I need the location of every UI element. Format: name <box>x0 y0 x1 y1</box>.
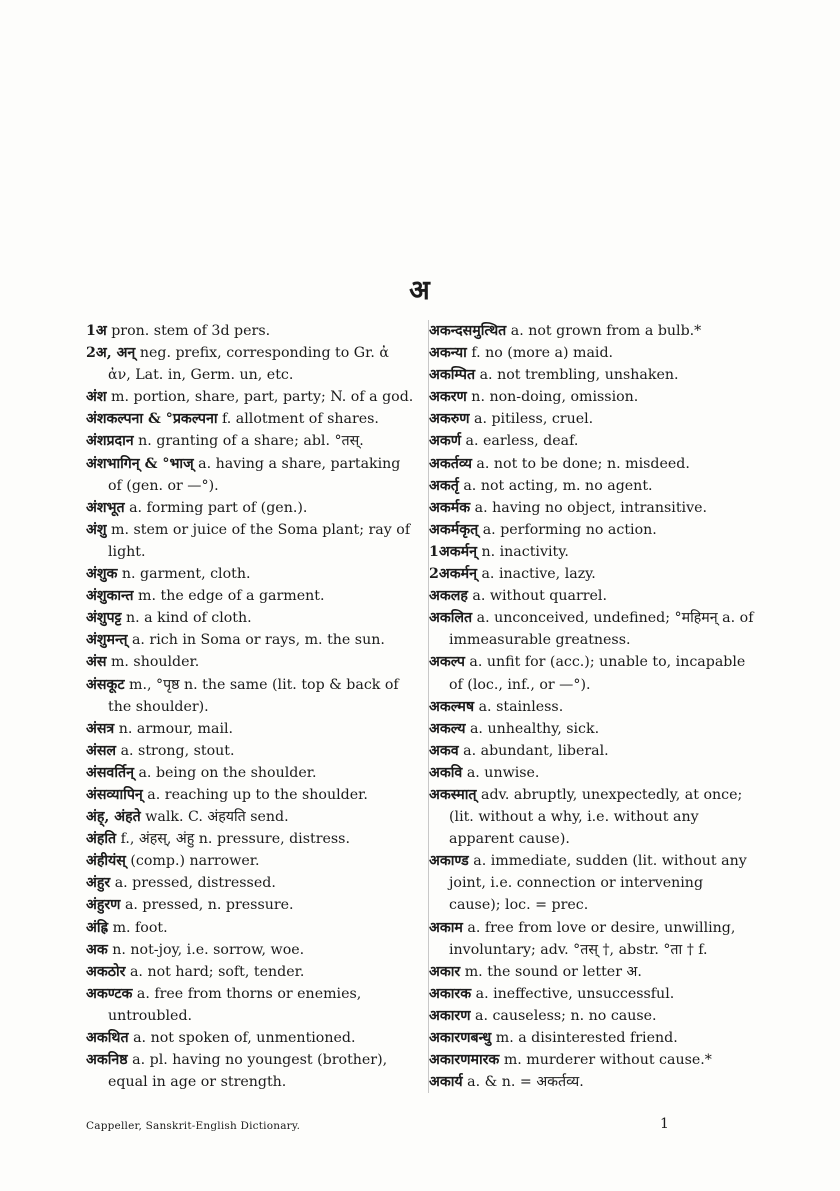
dictionary-entry <box>86 1027 416 1049</box>
entry-definition: n. non-doing, omission. <box>466 389 639 406</box>
entry-definition: a. not to be done; n. misdeed. <box>471 455 690 472</box>
dictionary-entry <box>86 762 416 784</box>
entry-headword: अंशुकान्त <box>86 588 134 605</box>
entry-definition: a. pl. having no youngest (brother), equal in age or strength. <box>108 1052 388 1091</box>
dictionary-entry <box>429 475 759 497</box>
dictionary-entry <box>86 828 416 850</box>
entry-headword: अकर्मक <box>429 499 471 516</box>
entry-headword: अंसकूट <box>86 676 125 693</box>
entry-definition: n. granting of a share; abl. °तस्. <box>133 433 364 450</box>
entry-definition: m., °पृष्ठ n. the same (lit. top & back of the shoulder). <box>108 676 399 715</box>
entry-headword: अंशु <box>86 521 107 538</box>
entry-definition: a. performing no action. <box>478 521 657 538</box>
dictionary-entry <box>86 1049 416 1093</box>
entry-definition: a. without quarrel. <box>467 588 607 605</box>
entry-definition: f. no (more a) maid. <box>466 345 614 362</box>
dictionary-entry <box>86 872 416 894</box>
dictionary-entry <box>86 563 416 585</box>
entry-headword: अकर्ण <box>429 433 461 450</box>
dictionary-entry <box>429 342 759 364</box>
entry-headword: अंहुरण <box>86 897 121 914</box>
dictionary-entry <box>86 408 416 430</box>
dictionary-entry <box>86 917 416 939</box>
entry-headword: 1अकर्मन् <box>429 543 477 560</box>
entry-headword: अंशप्रदान <box>86 433 134 450</box>
entry-headword: अंसल <box>86 742 117 759</box>
entry-headword: अकल्प <box>429 654 465 671</box>
entry-headword: अकस्मात् <box>429 786 477 803</box>
entry-headword: अकठोर <box>86 963 126 980</box>
dictionary-entry <box>86 386 416 408</box>
dictionary-entry <box>86 784 416 806</box>
entry-headword: अंशुक <box>86 566 118 583</box>
entry-definition: a. immediate, sudden (lit. without any joint, i.e. connection or intervening cause); loc. = prec. <box>449 853 747 914</box>
entry-definition: m. the edge of a garment. <box>133 588 325 605</box>
dictionary-entry <box>429 430 759 452</box>
dictionary-entry <box>429 607 759 651</box>
entry-definition: m. shoulder. <box>106 654 200 671</box>
entry-headword: 2अकर्मन् <box>429 566 477 583</box>
entry-headword: 1अ <box>86 323 107 339</box>
entry-headword: अकव <box>429 742 459 759</box>
dictionary-entry <box>86 497 416 519</box>
entry-headword: अंसव्यापिन् <box>86 786 143 803</box>
entry-definition: m. stem or juice of the Soma plant; ray of light. <box>106 521 411 560</box>
entry-headword: अंशुपट्ट <box>86 610 122 627</box>
entry-definition: a. strong, stout. <box>116 742 235 759</box>
entry-definition: (comp.) narrower. <box>125 853 260 870</box>
dictionary-entry <box>429 1005 759 1027</box>
dictionary-entry <box>86 607 416 629</box>
entry-definition: a. free from thorns or enemies, untroubled. <box>108 985 362 1024</box>
dictionary-entry <box>429 519 759 541</box>
entry-headword: अकन्दसमुत्थित <box>429 323 507 339</box>
entry-definition: a. being on the shoulder. <box>133 764 317 781</box>
entry-definition: n. a kind of cloth. <box>121 610 252 627</box>
dictionary-entry <box>429 320 759 342</box>
dictionary-entry <box>86 585 416 607</box>
entry-definition: a. pitiless, cruel. <box>469 411 594 428</box>
entry-definition: a. inactive, lazy. <box>476 566 596 583</box>
entry-definition: a. pressed, distressed. <box>110 875 276 892</box>
entry-definition: a. unhealthy, sick. <box>465 720 600 737</box>
entry-headword: अंश <box>86 389 107 406</box>
entry-headword: अंहुर <box>86 875 111 892</box>
section-heading: अ <box>409 275 431 306</box>
entry-definition: neg. prefix, corresponding to Gr. ἀ ἀν, Lat. in, Germ. un, etc. <box>108 345 389 384</box>
dictionary-entry <box>429 718 759 740</box>
entry-definition: a. earless, deaf. <box>461 433 579 450</box>
entry-definition: a. & n. = अकर्तव्य. <box>462 1074 584 1091</box>
entry-headword: अंशकल्पना & °प्रकल्पना <box>86 411 218 428</box>
dictionary-entry <box>429 541 759 563</box>
dictionary-entry <box>86 674 416 718</box>
entry-definition: a. unfit for (acc.); unable to, incapable of (loc., inf., or —°). <box>449 654 746 693</box>
entry-definition: a. stainless. <box>474 698 564 715</box>
dictionary-entry <box>429 917 759 961</box>
entry-definition: a. not spoken of, unmentioned. <box>128 1030 356 1046</box>
dictionary-entry <box>429 364 759 386</box>
dictionary-entry <box>429 497 759 519</box>
dictionary-entry <box>429 585 759 607</box>
dictionary-entry <box>86 740 416 762</box>
entry-definition: a. ineffective, unsuccessful. <box>471 985 675 1002</box>
entry-headword: अंसवर्तिन् <box>86 764 134 781</box>
entry-headword: अकारण <box>429 1007 471 1024</box>
dictionary-entry <box>429 983 759 1005</box>
dictionary-entry <box>86 961 416 983</box>
entry-definition: a. unwise. <box>462 764 540 781</box>
page-number: 1 <box>660 1116 669 1132</box>
entry-definition: m. the sound or letter अ. <box>460 963 642 980</box>
dictionary-entry <box>429 850 759 916</box>
dictionary-entry <box>86 850 416 872</box>
entry-headword: अकल्य <box>429 720 466 737</box>
entry-definition: a. not hard; soft, tender. <box>125 963 305 980</box>
entry-headword: अंहति <box>86 831 117 848</box>
entry-definition: m. murderer without cause.* <box>499 1052 712 1069</box>
dictionary-entry <box>429 696 759 718</box>
dictionary-entry <box>429 1027 759 1049</box>
entry-headword: अकल्मष <box>429 698 475 715</box>
entry-definition: a. having no object, intransitive. <box>470 499 707 516</box>
entry-headword: अकवि <box>429 764 463 781</box>
entry-definition: a. not grown from a bulb.* <box>506 323 702 339</box>
dictionary-entry <box>86 453 416 497</box>
entry-definition: n. armour, mail. <box>114 720 234 737</box>
entry-definition: n. garment, cloth. <box>117 566 251 583</box>
dictionary-entry <box>429 961 759 983</box>
dictionary-entry <box>429 784 759 850</box>
entry-headword: अकर्मकृत् <box>429 521 479 538</box>
entry-headword: अकारणबन्धु <box>429 1030 492 1046</box>
entry-definition: m. portion, share, part, party; N. of a god. <box>106 389 414 406</box>
entry-headword: अंशभागिन् & °भाज् <box>86 455 194 472</box>
entry-definition: m. foot. <box>108 919 168 936</box>
dictionary-entry <box>429 408 759 430</box>
entry-headword: अकलह <box>429 588 468 605</box>
entry-headword: अकर्तव्य <box>429 455 472 472</box>
entry-headword: अक <box>86 941 108 958</box>
entry-headword: अंस <box>86 654 107 671</box>
dictionary-entry <box>86 430 416 452</box>
entry-headword: अंह्, अंहते <box>86 809 141 826</box>
entry-headword: अंशुमन्त् <box>86 632 128 649</box>
dictionary-entry <box>86 519 416 563</box>
entry-definition: a. causeless; n. no cause. <box>470 1007 657 1024</box>
dictionary-entry <box>86 718 416 740</box>
entry-definition: a. pressed, n. pressure. <box>120 897 294 914</box>
entry-headword: 2अ, अन् <box>86 345 136 362</box>
dictionary-entry <box>429 762 759 784</box>
dictionary-entry <box>429 386 759 408</box>
entry-definition: pron. stem of 3d pers. <box>106 323 271 339</box>
entry-headword: अकारणमारक <box>429 1052 500 1069</box>
entry-definition: a. free from love or desire, unwilling, involuntary; adv. °तस् †, abstr. °ता † f. <box>449 919 736 958</box>
dictionary-entry <box>86 983 416 1027</box>
entry-headword: अकर्तृ <box>429 477 459 494</box>
entry-definition: m. a disinterested friend. <box>491 1030 678 1046</box>
entry-headword: अकाम <box>429 919 463 936</box>
entry-definition: f. allotment of shares. <box>217 411 379 428</box>
entry-definition: a. not trembling, unshaken. <box>475 367 679 384</box>
entry-definition: a. not acting, m. no agent. <box>458 477 653 494</box>
dictionary-entry <box>429 563 759 585</box>
entry-definition: a. forming part of (gen.). <box>124 499 308 516</box>
entry-headword: अकथित <box>86 1030 129 1046</box>
dictionary-entry <box>429 651 759 695</box>
entry-definition: a. reaching up to the shoulder. <box>142 786 368 803</box>
entry-definition: a. abundant, liberal. <box>458 742 609 759</box>
entry-headword: अकण्टक <box>86 985 133 1002</box>
entry-headword: अंह्रि <box>86 919 109 936</box>
dictionary-entry <box>429 740 759 762</box>
left-column <box>86 320 416 1093</box>
entry-definition: a. unconceived, undefined; °महिमन् a. of immeasurable greatness. <box>449 610 754 649</box>
dictionary-entry <box>86 629 416 651</box>
dictionary-entry <box>86 320 416 342</box>
entry-headword: अकन्या <box>429 345 467 362</box>
entry-headword: अकम्पित <box>429 367 476 384</box>
entry-definition: n. inactivity. <box>476 543 569 560</box>
dictionary-entry <box>429 453 759 475</box>
entry-definition: n. not-joy, i.e. sorrow, woe. <box>107 941 305 958</box>
dictionary-entry <box>86 342 416 386</box>
dictionary-entry <box>86 651 416 673</box>
entry-headword: अकनिष्ठ <box>86 1052 128 1069</box>
entry-definition: a. rich in Soma or rays, m. the sun. <box>127 632 385 649</box>
dictionary-entry <box>429 1049 759 1071</box>
dictionary-entry <box>429 1071 759 1093</box>
dictionary-entry <box>86 894 416 916</box>
entry-headword: अंहीयंस् <box>86 853 126 870</box>
source-citation: Cappeller, Sanskrit-English Dictionary. <box>86 1120 301 1132</box>
entry-headword: अकारक <box>429 985 472 1002</box>
dictionary-entry <box>86 806 416 828</box>
entry-definition: adv. abruptly, unexpectedly, at once; (lit. without a why, i.e. without any apparent cause). <box>449 786 743 848</box>
entry-headword: अकरुण <box>429 411 470 428</box>
entry-headword: अकार <box>429 963 461 980</box>
entry-headword: अकाण्ड <box>429 853 469 870</box>
entry-headword: अकार्य <box>429 1074 463 1091</box>
entry-headword: अकलित <box>429 610 473 627</box>
entry-headword: अकरण <box>429 389 467 406</box>
entry-headword: अंशभूत <box>86 499 125 516</box>
entry-headword: अंसत्र <box>86 720 115 737</box>
entry-definition: walk. C. अंहयति send. <box>140 809 289 826</box>
entry-definition: a. having a share, partaking of (gen. or —°). <box>108 455 401 494</box>
entry-definition: f., अंहस्, अंहु n. pressure, distress. <box>116 831 350 848</box>
dictionary-entry <box>86 939 416 961</box>
right-column <box>428 320 759 1093</box>
